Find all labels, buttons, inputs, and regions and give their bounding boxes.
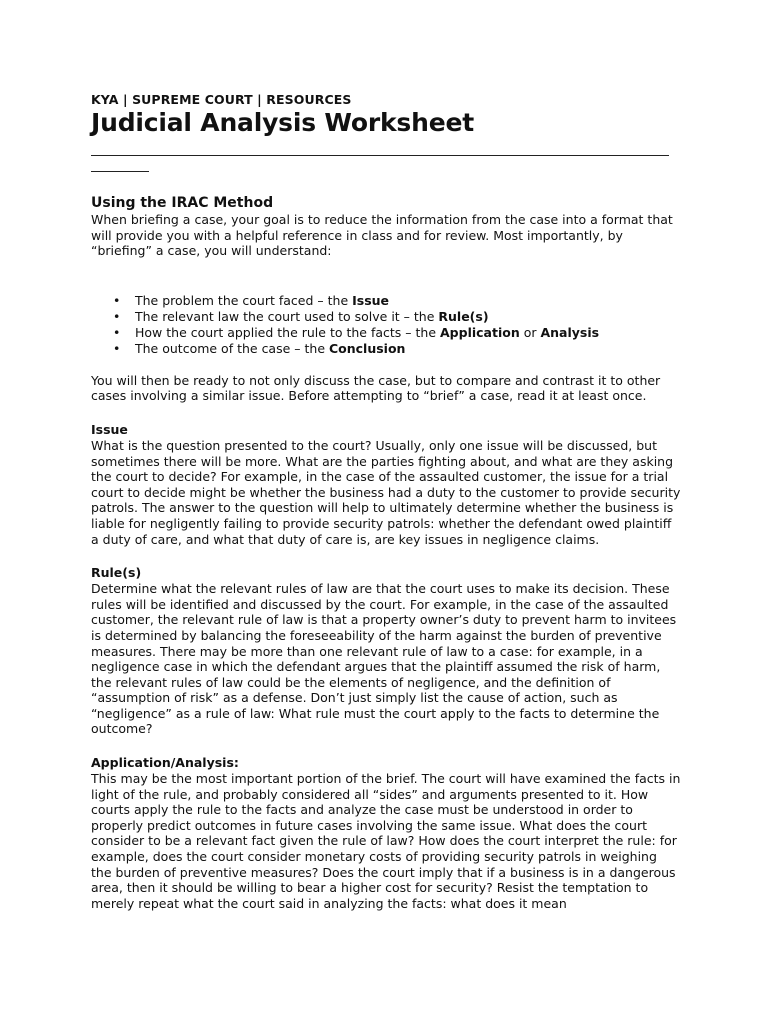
section-heading-issue: Issue <box>91 421 128 437</box>
section-heading-irac: Using the IRAC Method <box>91 195 274 211</box>
irac-after: You will then be ready to not only discuss the case, but to compare and contrast it to other cases involving a similar issue. Before attempting to “brief” a case, read it at least once. <box>91 372 661 404</box>
section-heading-application: Application/Analysis: <box>91 755 239 771</box>
bullet-icon: • <box>113 340 121 356</box>
irac-bullet-list <box>91 293 681 357</box>
bullet-icon: • <box>113 308 121 324</box>
section-heading-rules: Rule(s) <box>91 565 142 581</box>
bullet-icon: • <box>113 324 121 340</box>
rules-body: Determine what the relevant rules of law are that the court uses to make its decision. These rules will be identified and discussed by the court. For example, in the case of the assaulted customer, the relevant rule of law is that a property owner’s duty to prevent harm to invitees is determined by balancing the foreseeability of the harm against the burden of preventive measures. There may be more than one relevant rule of law to a case: for example, in a negligence case in which the defendant argues that the plaintiff assumed the risk of harm, the relevant rules of law could be the elements of negligence, and the definition of “assumption of risk” as a defense. Don’t just simply list the cause of action, such as “negligence” as a rule of law: What rule must the court apply to the facts to determine the outcome? <box>91 581 677 737</box>
application-body: This may be the most important portion of the brief. The court will have examined the facts in light of the rule, and probably considered all “sides” and arguments presented to it. How courts apply the rule to the facts and analyze the case must be understood in order to properly predict outcomes in future cases involving the same issue. What does the court consider to be a relevant fact given the rule of law? How does the court interpret the rule: for example, does the court consider monetary costs of providing security patrols in weighing the burden of preventive measures? Does the court imply that if a business is in a dangerous area, then it should be willing to bear a higher cost for security? Resist the temptation to merely repeat what the court said in analyzing the facts: what does it mean <box>91 771 681 911</box>
list-item: • The relevant law the court used to solve it – the Rule(s) <box>113 308 489 324</box>
list-item: • The problem the court faced – the Issue <box>113 292 390 308</box>
page-title: Judicial Analysis Worksheet <box>91 108 474 137</box>
header-kicker: KYA | SUPREME COURT | RESOURCES <box>91 92 352 107</box>
bullet-icon: • <box>113 292 121 308</box>
irac-intro: When briefing a case, your goal is to reduce the information from the case into a format that will provide you with a helpful reference in class and for review. Most importantly, by “briefing” a case, you will understand: <box>91 212 673 259</box>
title-rule-short <box>91 156 149 172</box>
list-item: • How the court applied the rule to the facts – the Application or Analysis <box>113 324 600 340</box>
title-rule <box>91 143 669 156</box>
document-page <box>91 92 681 911</box>
issue-body: What is the question presented to the court? Usually, only one issue will be discussed, but sometimes there will be more. What are the parties fighting about, and what are they asking the court to decide? For example, in the case of the assaulted customer, the issue for a trial court to decide might be whether the business had a duty to the customer to provide security patrols. The answer to the question will help to ultimately determine whether the business is liable for negligently failing to provide security patrols: whether the defendant owed plaintiff a duty of care, and what that duty of care is, are key issues in negligence claims. <box>91 437 681 547</box>
list-item: • The outcome of the case – the Conclusion <box>113 340 406 356</box>
